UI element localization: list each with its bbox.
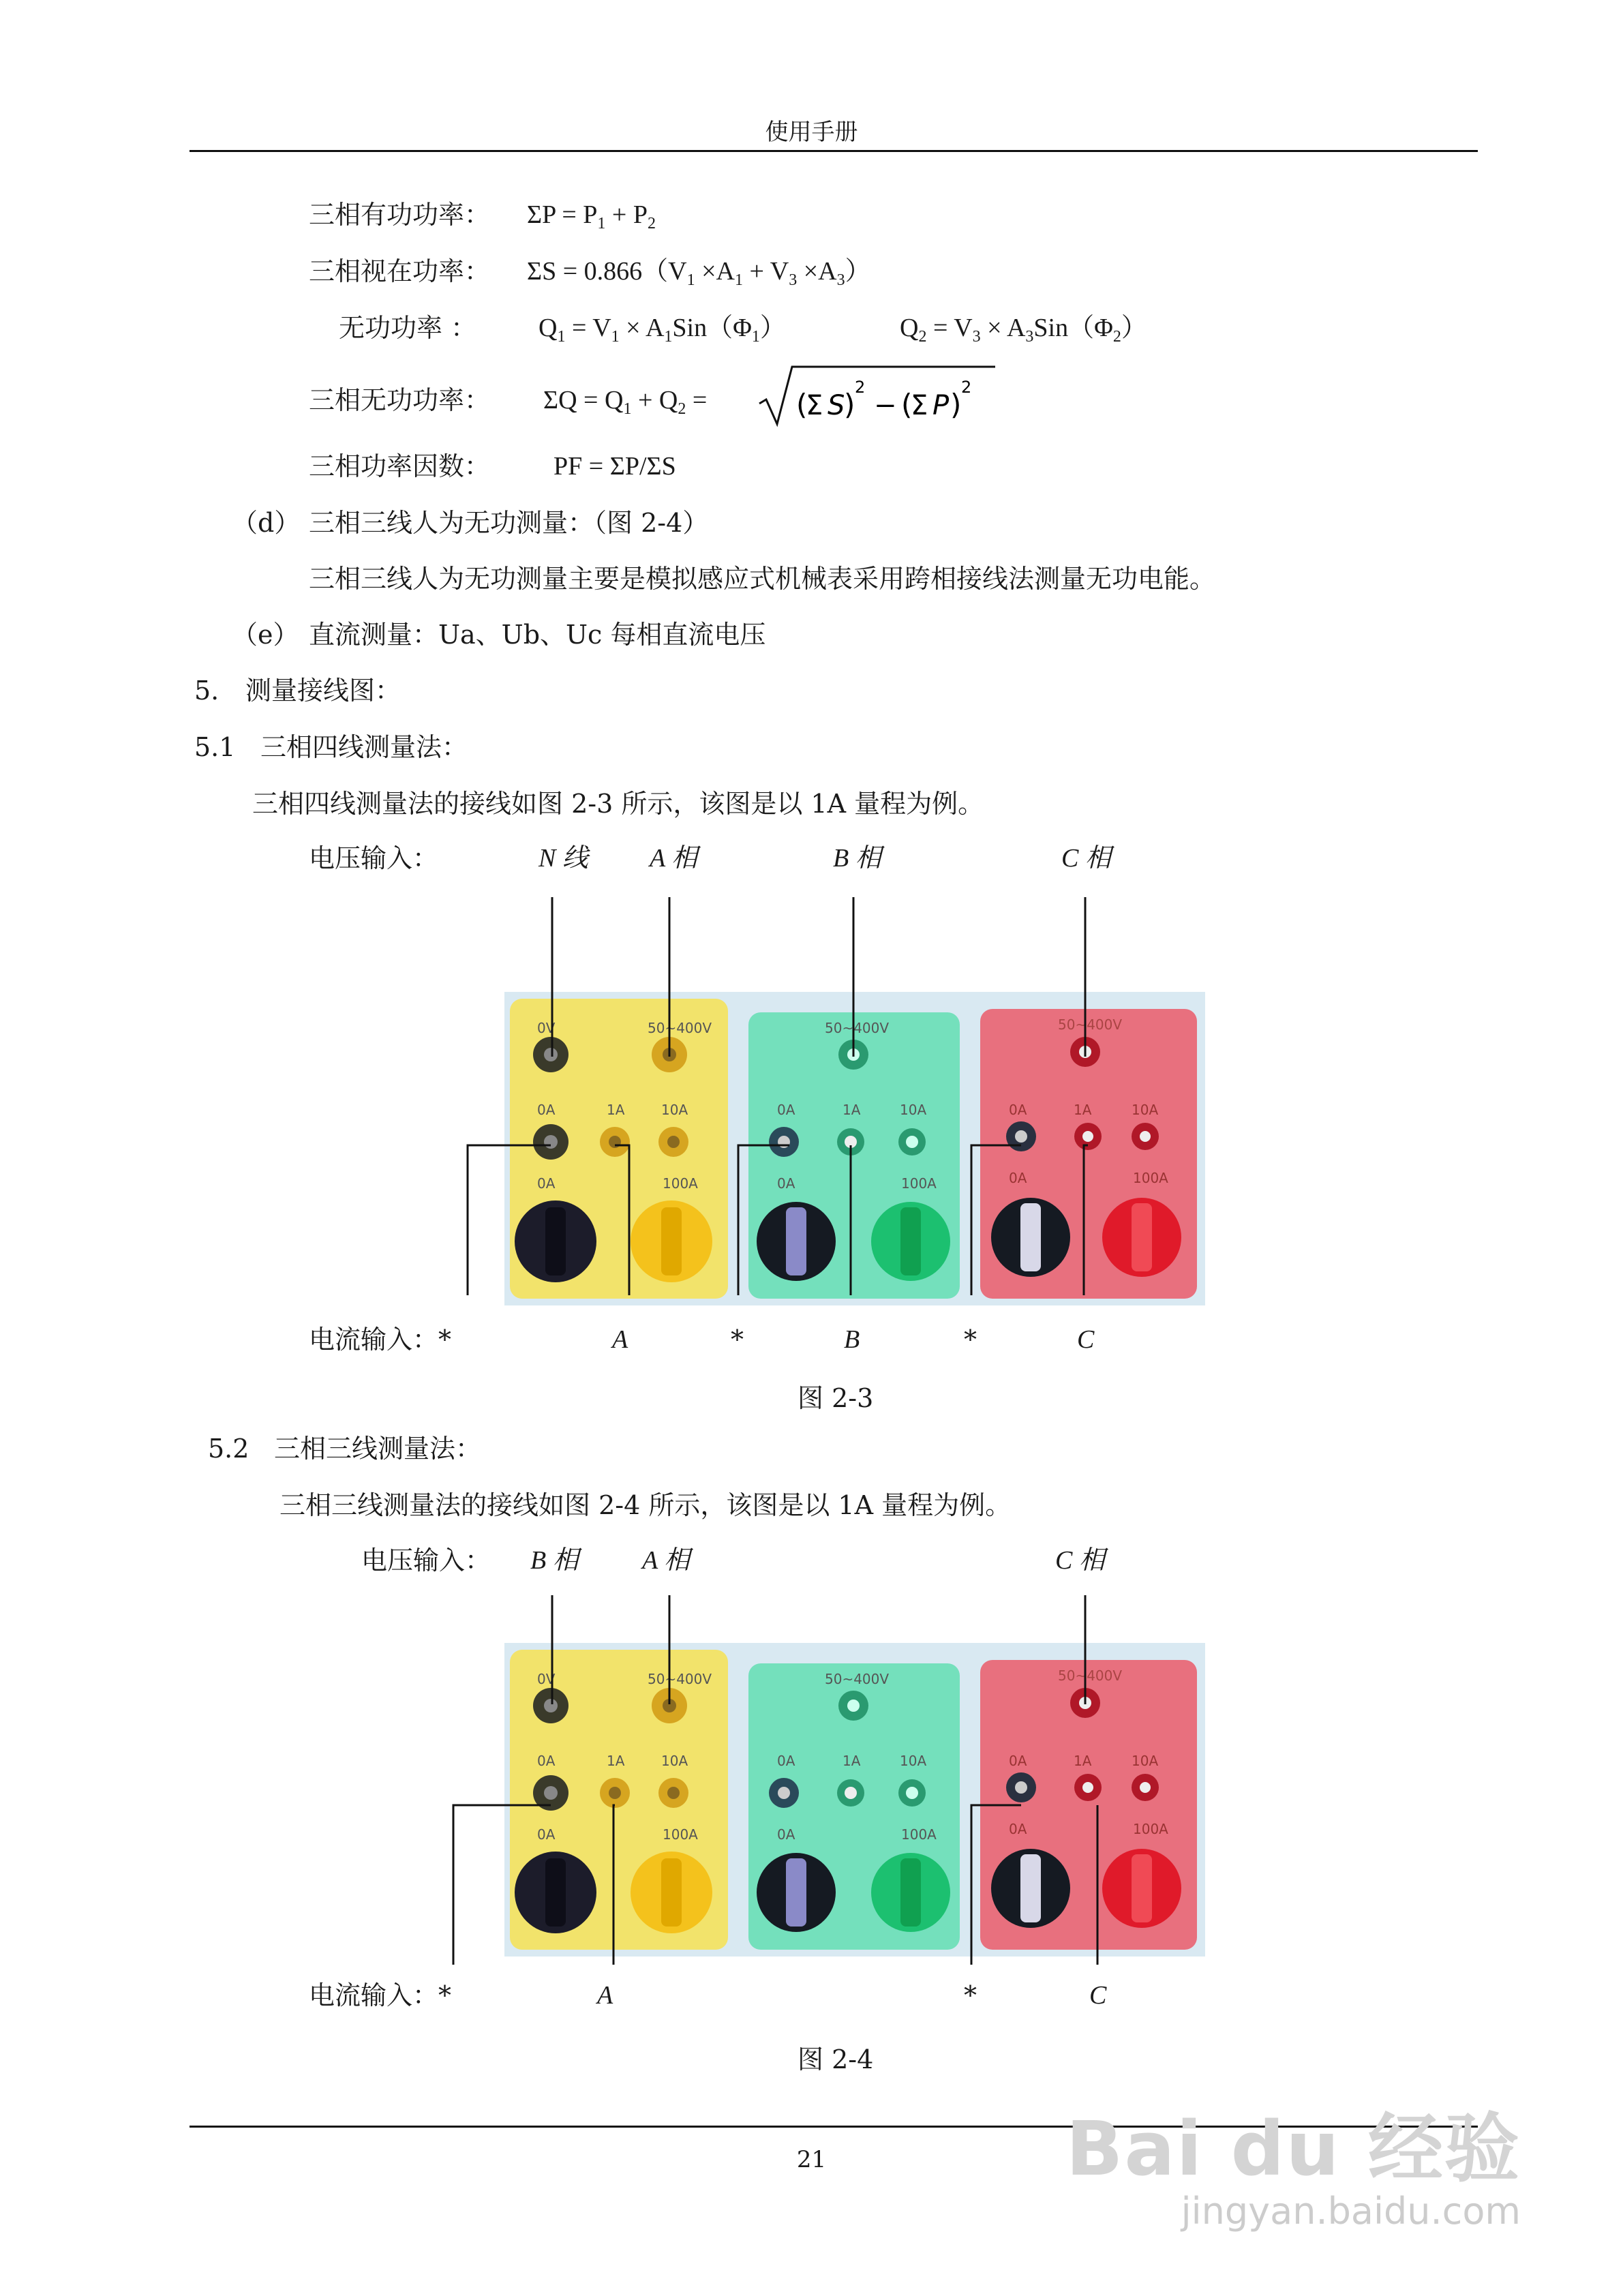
fig23-v-a: A 相 (650, 844, 698, 873)
item-d-desc: 三相三线人为无功测量主要是模拟感应式机械表采用跨相接线法测量无功电能。 (309, 564, 1216, 594)
section-52-number: 5.2 (208, 1434, 249, 1464)
fig24-i-c: C (1089, 1981, 1107, 2010)
green-0a-label: 0A (777, 1753, 795, 1769)
green-100a-label: 100A (901, 1175, 937, 1192)
svg-text:Σ: Σ (911, 390, 928, 421)
section-5-title: 测量接线图： (245, 676, 401, 706)
sq-formula-label: 三相无功功率： (309, 385, 491, 415)
fig23-star-c: * (964, 1325, 977, 1355)
red-10a-label: 10A (1132, 1753, 1159, 1769)
green-0a-knob-label: 0A (777, 1826, 795, 1843)
fig23-star-b: * (731, 1325, 744, 1355)
green-10a-label: 10A (900, 1102, 927, 1118)
section-51-desc: 三相四线测量法的接线如图 2-3 所示，该图是以 1A 量程为例。 (252, 789, 984, 819)
svg-text:2: 2 (855, 378, 866, 397)
q1-formula: $Q_1 = V_1 \times A_1Sin(\Phi_1)$ (539, 314, 786, 346)
item-e-text: 直流测量：Ua、Ub、Uc 每相直流电压 (309, 620, 766, 650)
yellow-0a-knob-label: 0A (537, 1826, 556, 1843)
p-formula: $\Sigma P = P_1 + P_2$ (527, 200, 656, 232)
fig23-i-b: B (844, 1325, 860, 1354)
yellow-100a-label: 100A (663, 1826, 698, 1843)
section-51-number: 5.1 (194, 732, 236, 762)
fig24-wiring (0, 1588, 1623, 1977)
fig23-i-a: A (612, 1325, 628, 1354)
yellow-10a-label: 10A (661, 1102, 688, 1118)
red-1a-label: 1A (1074, 1753, 1092, 1769)
yellow-volt-label: 50~400V (648, 1671, 712, 1687)
yellow-0a-label: 0A (537, 1753, 556, 1769)
svg-text:S: S (828, 390, 845, 421)
green-100a-label: 100A (901, 1826, 937, 1843)
red-volt-label: 50~400V (1058, 1016, 1123, 1033)
green-volt-label: 50~400V (825, 1020, 890, 1036)
yellow-0a-knob-label: 0A (537, 1175, 556, 1192)
sq-formula: $\Sigma Q = Q_1 + Q_2$ = (543, 386, 708, 418)
pf-formula-label: 三相功率因数： (309, 451, 491, 481)
fig24-caption: 图 2-4 (798, 2044, 874, 2074)
svg-text:): ) (950, 388, 962, 421)
fig24-i-a: A (597, 1981, 613, 2010)
baidu-watermark-url: jingyan.baidu.com (1181, 2190, 1521, 2233)
green-0a-label: 0A (777, 1102, 795, 1118)
green-1a-label: 1A (843, 1753, 861, 1769)
svg-text:(: ( (901, 388, 913, 421)
red-10a-label: 10A (1132, 1102, 1159, 1118)
p-formula-label: 三相有功功率： (309, 200, 491, 230)
fig24-v-b: B 相 (530, 1546, 579, 1575)
yellow-0a-label: 0A (537, 1102, 556, 1118)
green-0a-knob-label: 0A (777, 1175, 795, 1192)
item-d-marker: （d） (232, 508, 301, 538)
pf-formula: PF = ΣP/ΣS (553, 452, 676, 481)
green-10a-label: 10A (900, 1753, 927, 1769)
red-0a-knob-label: 0A (1009, 1170, 1027, 1186)
svg-text:P: P (932, 390, 950, 421)
fig24-v-c: C 相 (1055, 1546, 1105, 1575)
green-1a-label: 1A (843, 1102, 861, 1118)
fig24-v-a: A 相 (642, 1546, 691, 1575)
red-0a-label: 0A (1009, 1753, 1027, 1769)
red-0a-label: 0A (1009, 1102, 1027, 1118)
svg-text:(: ( (796, 388, 808, 421)
header-rule (189, 150, 1478, 152)
fig23-current-label: 电流输入：* (309, 1325, 452, 1355)
fig23-v-b: B 相 (833, 844, 881, 873)
s-formula-label: 三相视在功率： (309, 256, 491, 286)
yellow-0v-label: 0V (537, 1671, 556, 1687)
yellow-1a-label: 1A (607, 1102, 625, 1118)
fig23-caption: 图 2-3 (798, 1383, 874, 1413)
fig23-v-c: C 相 (1061, 844, 1111, 873)
q2-formula: $Q_2 = V_3 \times A_3Sin(\Phi_2)$ (900, 314, 1147, 346)
page-number: 21 (796, 2146, 827, 2173)
fig23-voltage-label: 电压输入： (309, 843, 439, 873)
baidu-watermark-logo: Bai du 经验 (1065, 2105, 1521, 2192)
yellow-0v-label: 0V (537, 1020, 556, 1036)
item-d-title: 三相三线人为无功测量：（图 2-4） (309, 508, 709, 538)
s-formula: $\Sigma S = 0.866(V_1 \times A_1 + V_3 \times A_3)$ (527, 257, 871, 289)
svg-text:): ) (844, 388, 855, 421)
section-5-number: 5. (194, 676, 219, 706)
section-52-desc: 三相三线测量法的接线如图 2-4 所示，该图是以 1A 量程为例。 (279, 1490, 1012, 1520)
section-52-title: 三相三线测量法： (274, 1434, 482, 1464)
fig24-current-label: 电流输入：* (309, 1980, 452, 2010)
header-title: 使用手册 (765, 119, 858, 146)
fig23-wiring (0, 886, 1623, 1323)
red-100a-label: 100A (1133, 1170, 1168, 1186)
fig23-i-c: C (1077, 1325, 1095, 1354)
red-100a-label: 100A (1133, 1821, 1168, 1837)
green-volt-label: 50~400V (825, 1671, 890, 1687)
red-0a-knob-label: 0A (1009, 1821, 1027, 1837)
q-formula-label: 无功功率 ： (339, 313, 477, 343)
fig23-v-n: N 线 (539, 844, 588, 873)
section-51-title: 三相四线测量法： (260, 732, 468, 762)
svg-text:−: − (874, 390, 897, 421)
fig24-star-c: * (964, 1980, 977, 2010)
yellow-volt-label: 50~400V (648, 1020, 712, 1036)
red-volt-label: 50~400V (1058, 1667, 1123, 1684)
fig24-voltage-label: 电压输入： (361, 1545, 491, 1575)
yellow-1a-label: 1A (607, 1753, 625, 1769)
svg-text:2: 2 (961, 378, 972, 397)
yellow-10a-label: 10A (661, 1753, 688, 1769)
item-e-marker: （e） (232, 620, 299, 650)
sqrt-expression (757, 361, 1002, 429)
yellow-100a-label: 100A (663, 1175, 698, 1192)
red-1a-label: 1A (1074, 1102, 1092, 1118)
svg-text:Σ: Σ (806, 390, 823, 421)
